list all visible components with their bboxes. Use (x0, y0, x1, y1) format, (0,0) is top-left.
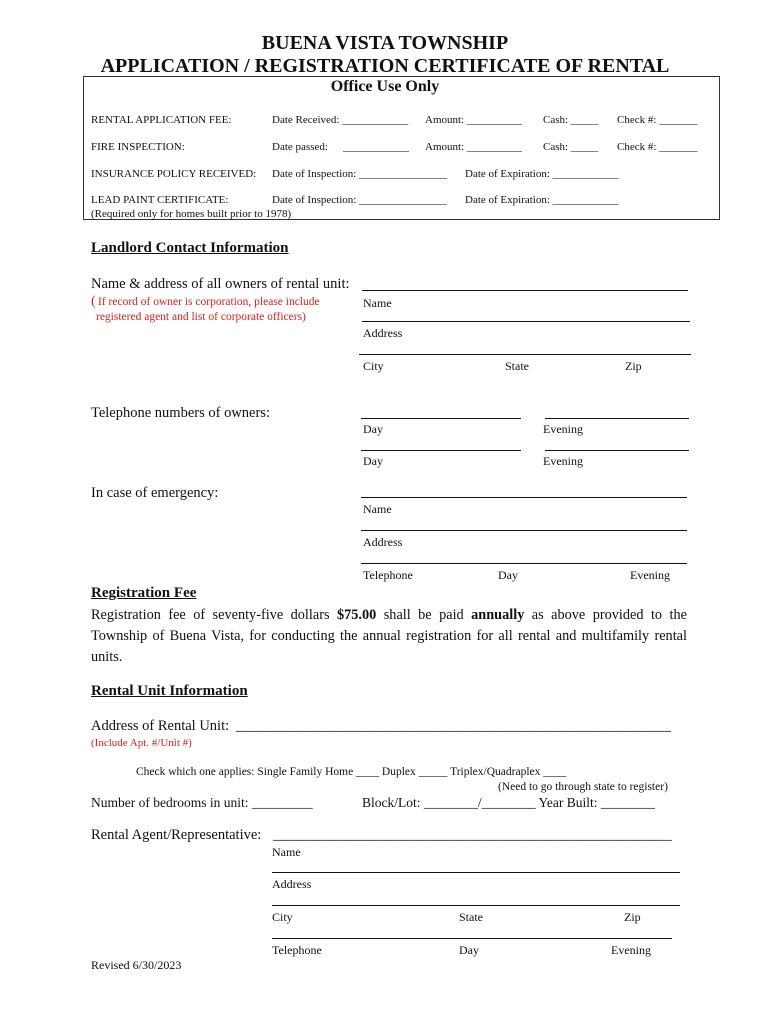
phone2-day-caption: Day (363, 454, 383, 468)
office-row-lead-inspection[interactable]: Date of Inspection: ________________ (272, 194, 448, 206)
owner-city-caption: City (363, 359, 384, 373)
fee-heading: Registration Fee (91, 585, 197, 601)
office-row-fee-date[interactable]: Date Received: ____________ (272, 114, 409, 126)
corp-note-line1: If record of owner is corporation, please include (98, 296, 320, 308)
phone1-evening-line[interactable] (545, 418, 689, 419)
landlord-heading: Landlord Contact Information (91, 240, 289, 256)
emergency-name-caption: Name (363, 502, 392, 516)
owner-address-caption: Address (363, 326, 403, 340)
agent-day-caption: Day (459, 943, 479, 957)
unit-bedrooms[interactable]: Number of bedrooms in unit: _________ (91, 795, 313, 810)
office-row-fire-check[interactable]: Check #: _______ (617, 141, 698, 153)
owners-line[interactable] (362, 290, 688, 291)
office-row-fee-label: RENTAL APPLICATION FEE: (91, 114, 232, 126)
owner-zip-caption: Zip (625, 359, 642, 373)
agent-zip-caption: Zip (624, 910, 641, 924)
office-row-fire-label: FIRE INSPECTION: (91, 141, 185, 153)
owner-address-line[interactable] (362, 321, 690, 322)
phones-label: Telephone numbers of owners: (91, 405, 270, 421)
agent-address-line[interactable] (272, 872, 680, 873)
emergency-label: In case of emergency: (91, 485, 219, 501)
agent-field[interactable]: _______________________________________________________ (273, 827, 672, 843)
phone2-evening-line[interactable] (545, 450, 689, 451)
emergency-name-line[interactable] (361, 497, 687, 498)
agent-evening-caption: Evening (611, 943, 651, 957)
unit-apt-note: (Include Apt. #/Unit #) (91, 737, 192, 749)
corp-note-paren: ( (91, 294, 96, 309)
unit-heading: Rental Unit Information (91, 683, 248, 699)
agent-city-line[interactable] (272, 905, 680, 906)
owners-label: Name & address of all owners of rental unit: (91, 276, 350, 292)
agent-state-caption: State (459, 910, 483, 924)
unit-blocklot-year[interactable]: Block/Lot: ________/________ Year Built: ________ (362, 795, 655, 810)
fee-text-3: as above provided to the Township of Buena Vista, for conducting the annual registration for all rental and multifamily rental units. (91, 607, 687, 665)
emergency-telephone-caption: Telephone (363, 568, 413, 582)
emergency-phone-line[interactable] (361, 563, 687, 564)
office-row-fire-cash[interactable]: Cash: _____ (543, 141, 599, 153)
office-row-fee-cash[interactable]: Cash: _____ (543, 114, 599, 126)
agent-telephone-caption: Telephone (272, 943, 322, 957)
office-use-title: Office Use Only (330, 78, 440, 95)
unit-state-note: (Need to go through state to register) (498, 781, 668, 793)
emergency-day-caption: Day (498, 568, 518, 582)
office-row-fee-check[interactable]: Check #: _______ (617, 114, 698, 126)
revised-date: Revised 6/30/2023 (91, 958, 182, 972)
phone1-day-caption: Day (363, 422, 383, 436)
fee-annually: annually (471, 607, 525, 623)
fee-amount: $75.00 (336, 607, 377, 623)
fee-text-2: shall be paid (376, 607, 472, 623)
office-row-fee-amount[interactable]: Amount: __________ (425, 114, 522, 126)
office-row-fire-amount[interactable]: Amount: __________ (425, 141, 522, 153)
owner-state-caption: State (505, 359, 529, 373)
fee-text-1: Registration fee of seventy-five dollars (91, 607, 337, 623)
corp-note-line2: registered agent and list of corporate officers) (96, 311, 306, 323)
office-row-lead-label: LEAD PAINT CERTIFICATE: (91, 194, 229, 206)
office-row-fire-date: Date passed: (272, 141, 328, 153)
phone2-evening-caption: Evening (543, 454, 583, 468)
owner-city-line[interactable] (359, 354, 691, 355)
emergency-evening-caption: Evening (630, 568, 670, 582)
unit-type-check[interactable]: Check which one applies: Single Family Home ____ Duplex _____ Triplex/Quadraplex ____ (136, 766, 567, 778)
unit-address-field[interactable]: ____________________________________________________________ (236, 718, 671, 734)
document-title: BUENA VISTA TOWNSHIP (261, 32, 509, 54)
agent-label: Rental Agent/Representative: (91, 827, 262, 843)
office-row-fire-date-blank[interactable]: ____________ (343, 141, 409, 153)
document-subtitle: APPLICATION / REGISTRATION CERTIFICATE OF RENTAL (100, 55, 670, 77)
agent-city-caption: City (272, 910, 293, 924)
phone2-day-line[interactable] (361, 450, 521, 451)
agent-address-caption: Address (272, 877, 312, 891)
unit-address-label: Address of Rental Unit: (91, 718, 230, 734)
office-row-lead-note: (Required only for homes built prior to 1978) (91, 208, 292, 220)
owner-name-caption: Name (363, 296, 392, 310)
emergency-address-caption: Address (363, 535, 403, 549)
office-row-insurance-label: INSURANCE POLICY RECEIVED: (91, 168, 257, 180)
office-row-insurance-expiration[interactable]: Date of Expiration: ____________ (465, 168, 619, 180)
agent-name-caption: Name (272, 845, 301, 859)
emergency-address-line[interactable] (361, 530, 687, 531)
phone1-evening-caption: Evening (543, 422, 583, 436)
phone1-day-line[interactable] (361, 418, 521, 419)
office-row-lead-expiration[interactable]: Date of Expiration: ____________ (465, 194, 619, 206)
fee-paragraph (91, 605, 687, 668)
office-row-insurance-inspection[interactable]: Date of Inspection: ________________ (272, 168, 448, 180)
agent-phone-line[interactable] (272, 938, 672, 939)
